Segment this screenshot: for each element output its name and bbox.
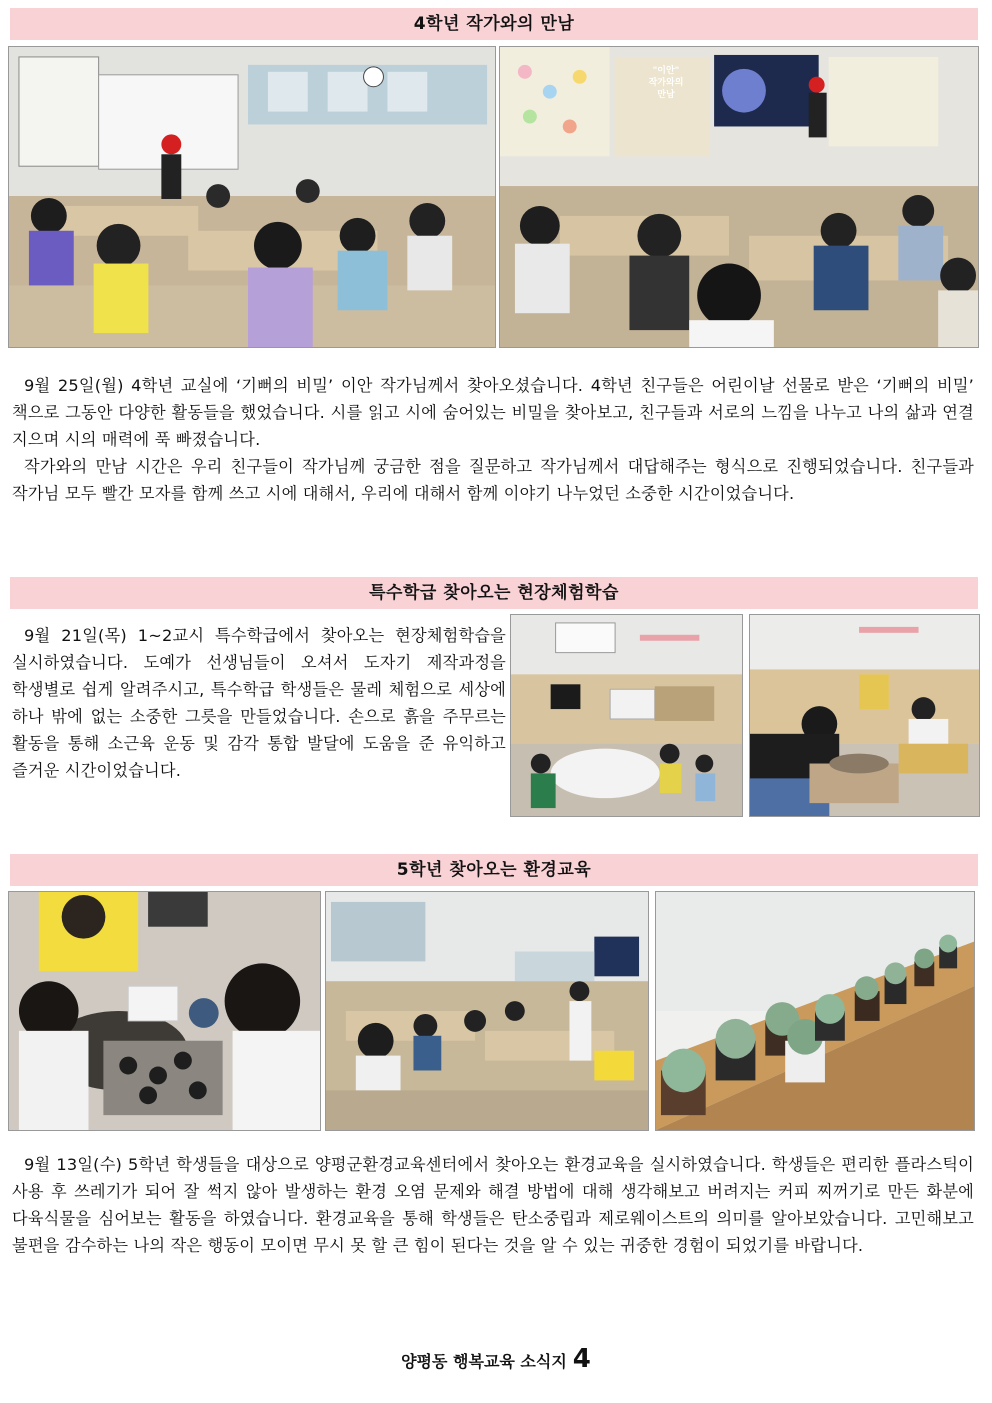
author-meeting-paragraph-2: 작가와의 만남 시간은 우리 친구들이 작가님께 궁금한 점을 질문하고 작가님께서 대답해주는 형식으로 진행되었습니다. 친구들과 작가님 모두 빨간 모자를 함께 쓰고 시에 대해서, 우리에 대해서 함께 이야기 나누었던 소중한 시간이었습니다. (12, 457, 974, 503)
field-trip-text (12, 622, 506, 784)
succulent-cups-photo (655, 891, 975, 1131)
field-trip-paragraph: 9월 21일(목) 1~2교시 특수학급에서 찾아오는 현장체험학습을 실시하였습니다. 도예가 선생님들이 오셔서 도자기 제작과정을 학생별로 쉽게 알려주시고, 특수학급 학생들은 물레 체험으로 세상에 하나 밖에 없는 소중한 그릇을 만들었습니다. 손으로 흙을 주무르는 활동을 통해 소근육 운동 및 감각 통합 발달에 도움을 준 유익하고 즐거운 시간이었습니다. (12, 626, 506, 780)
planting-succulents-photo (8, 891, 321, 1131)
newsletter-footer (0, 1344, 992, 1374)
environment-education-text (12, 1151, 974, 1259)
screen-text-line-2: 작가와의 (648, 78, 684, 88)
classroom-author-photo-1 (8, 46, 496, 348)
page-number: 4 (572, 1344, 591, 1374)
screen-text-line-3: 만남 (657, 90, 675, 100)
environment-class-photo (325, 891, 649, 1131)
environment-education-paragraph: 9월 13일(수) 5학년 학생들을 대상으로 양평군환경교육센터에서 찾아오는 환경교육을 실시하였습니다. 학생들은 편리한 플라스틱이 사용 후 쓰레기가 되어 잘 썩지 않아 발생하는 환경 오염 문제와 해결 방법에 대해 생각해보고 버려지는 커피 찌꺼기로 만든 화분에 다육식물을 심어보는 활동을 하였습니다. 환경교육을 통해 학생들은 탄소중립과 제로웨이스트의 의미를 알아보았습니다. 고민해보고 불편을 감수하는 나의 작은 행동이 모이면 무시 못 할 큰 힘이 된다는 것을 알 수 있는 귀중한 경험이 되었기를 바랍니다. (12, 1155, 974, 1255)
special-class-room-photo (510, 614, 743, 817)
pottery-wheel-photo (749, 614, 980, 817)
author-meeting-text (12, 372, 974, 507)
section-title-field-trip: 특수학급 찾아오는 현장체험학습 (10, 577, 978, 609)
footer-title: 양평동 행복교육 소식지 (401, 1352, 567, 1371)
screen-text-line-1: "이안" (652, 66, 680, 76)
screen-text (621, 65, 711, 101)
section-title-author-meeting: 4학년 작가와의 만남 (10, 8, 978, 40)
author-meeting-paragraph-1: 9월 25일(월) 4학년 교실에 ‘기뻐의 비밀’ 이안 작가님께서 찾아오셨습니다. 4학년 친구들은 어린이날 선물로 받은 ‘기뻐의 비밀’ 책으로 그동안 다양한 활동들을 했었습니다. 시를 읽고 시에 숨어있는 비밀을 찾아보고, 친구들과 서로의 느낌을 나누고 나의 삶과 연결 지으며 시의 매력에 푹 빠졌습니다. (12, 376, 974, 449)
section-title-environment-education: 5학년 찾아오는 환경교육 (10, 854, 978, 886)
classroom-author-photo-2 (499, 46, 979, 348)
